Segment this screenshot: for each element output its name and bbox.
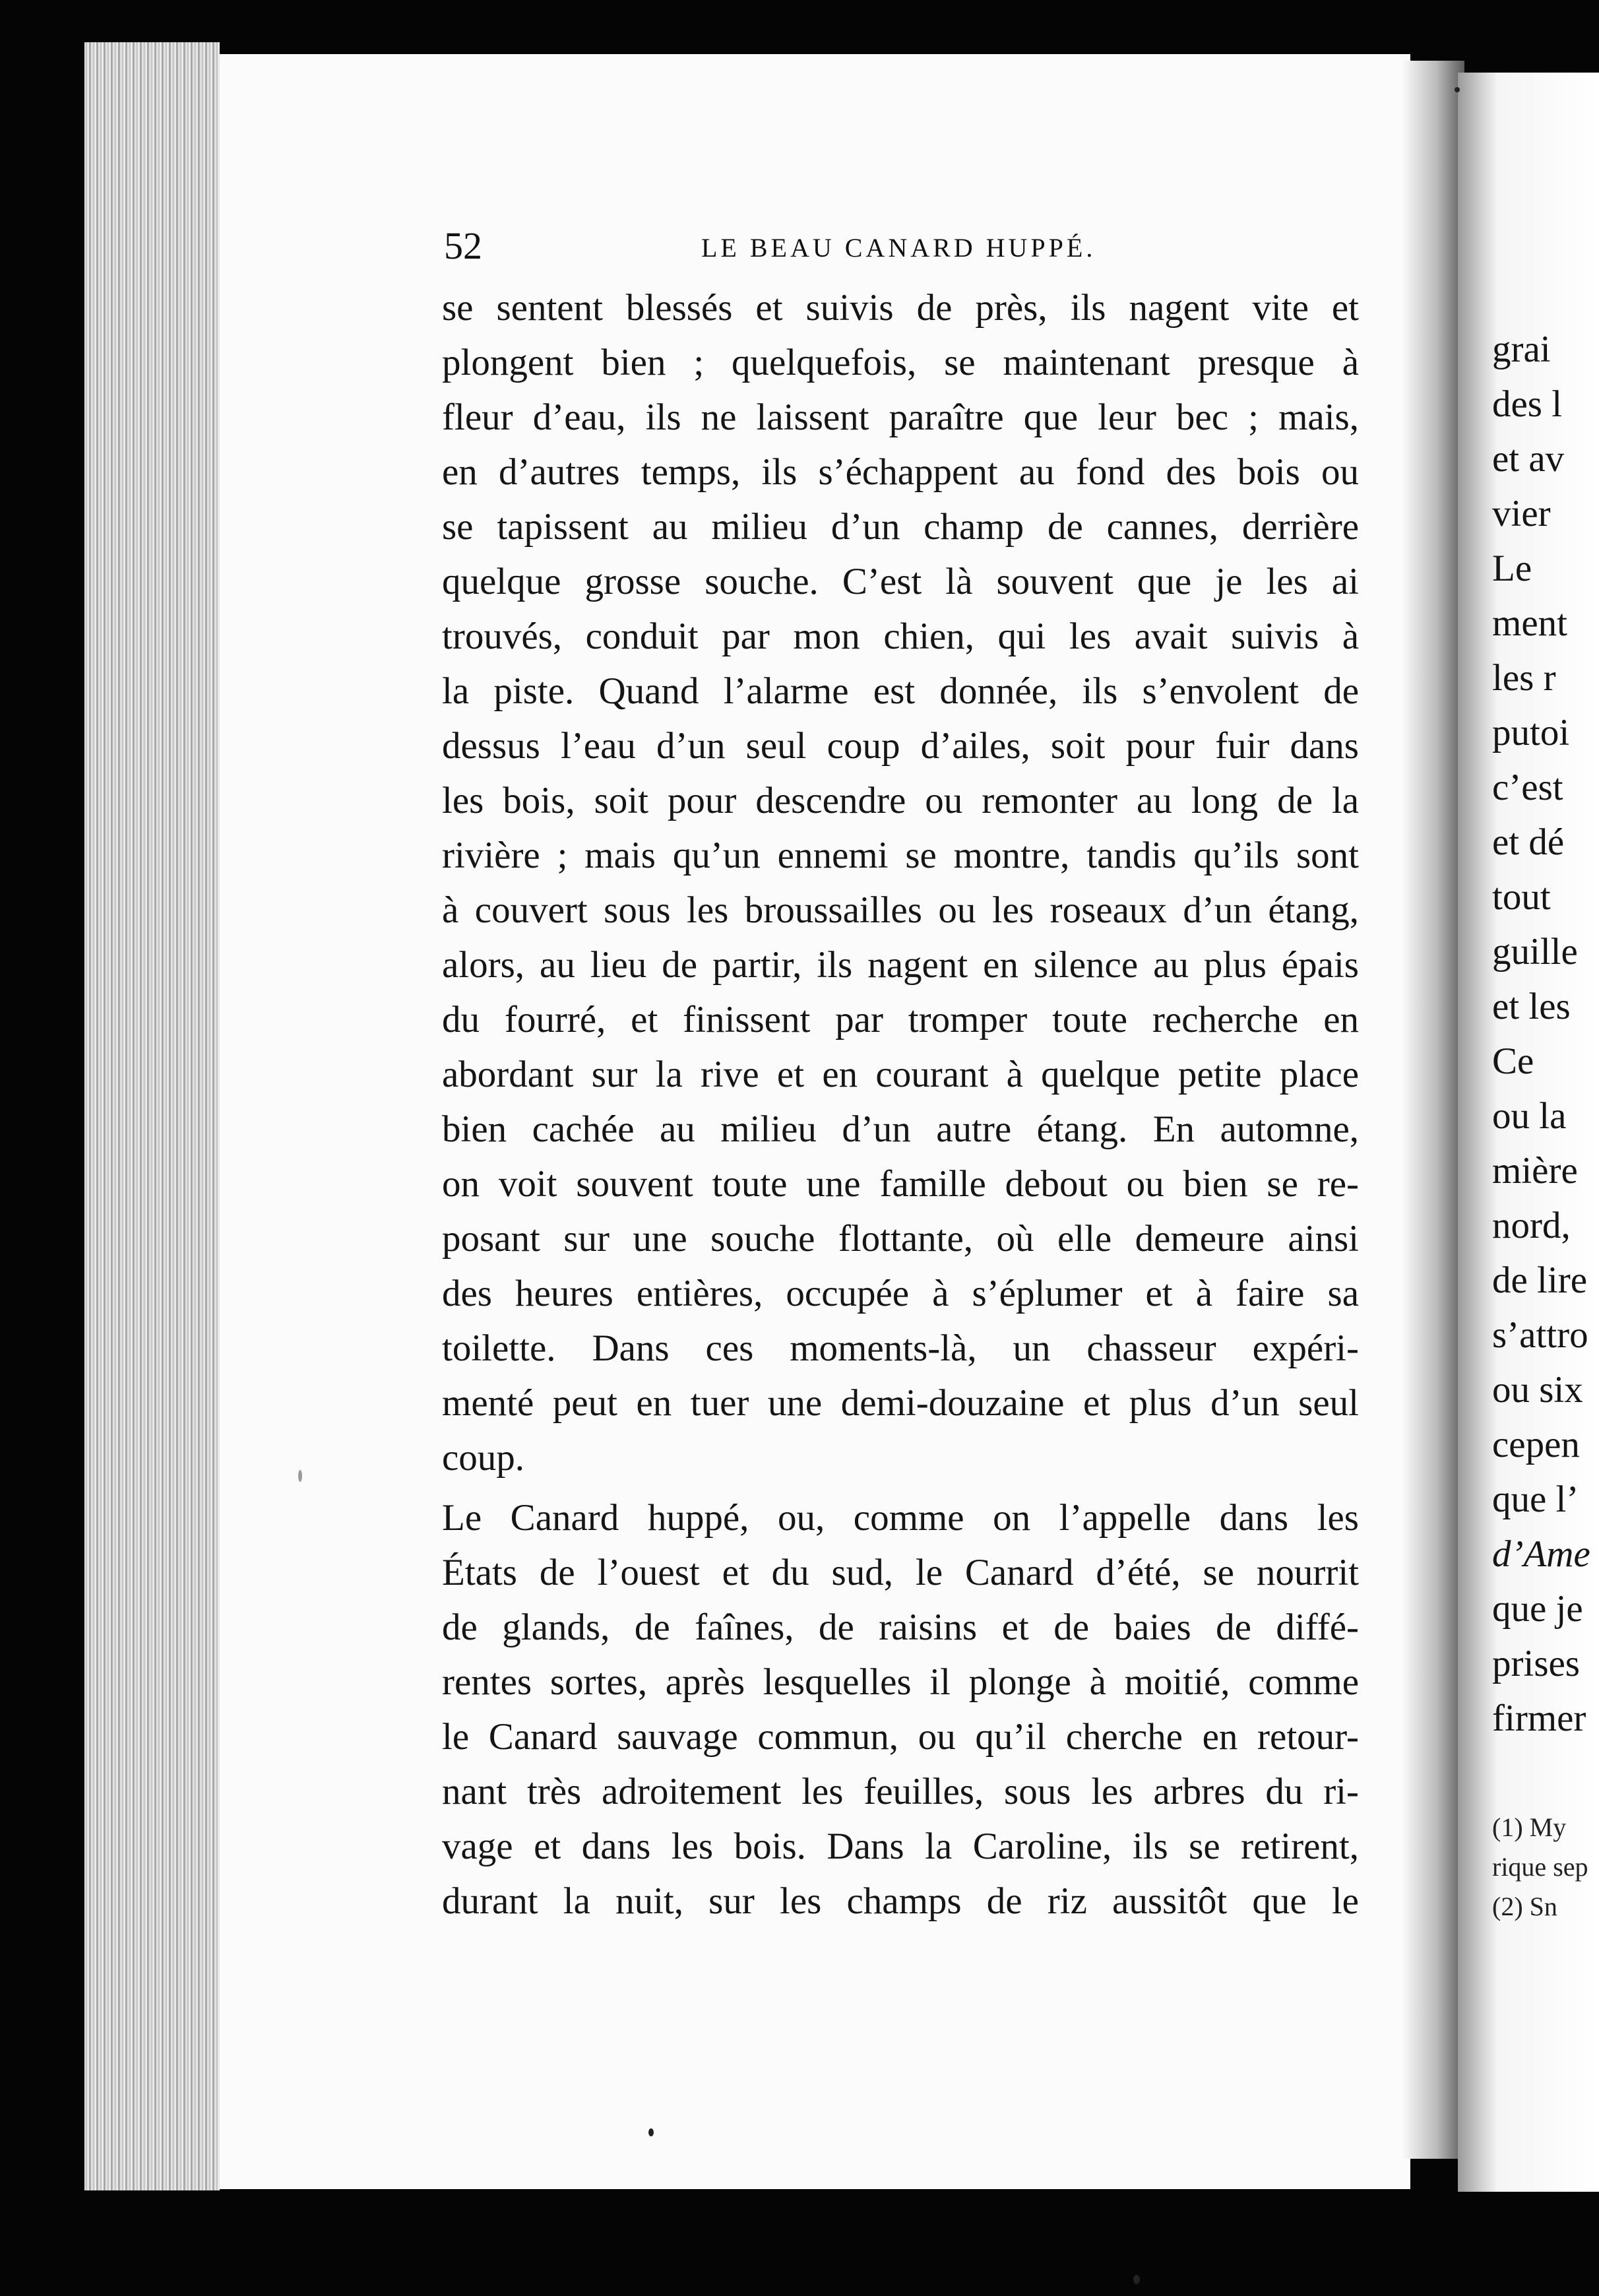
next-page-line: vier [1492,493,1551,534]
text-line: États de l’ouest et du sud, le Canard d’été, se nourrit [442,1552,1359,1593]
text-line: fleur d’eau, ils ne laissent paraître que leur bec ; mais, [442,397,1359,438]
ink-speck [1455,87,1460,92]
next-page-line: tout [1492,876,1551,918]
text-line: toilette. Dans ces moments-là, un chasseur expéri- [442,1327,1359,1369]
text-line: posant sur une souche flottante, où elle demeure ainsi [442,1218,1359,1260]
next-page-line: ou la [1492,1095,1567,1137]
next-page-line: s’attro [1492,1314,1588,1356]
next-page-line: que je [1492,1588,1583,1630]
running-head [444,223,1351,269]
footnote-line: (2) Sn [1492,1892,1557,1921]
next-page-line: guille [1492,931,1578,973]
text-line: rivière ; mais qu’un ennemi se montre, tandis qu’ils sont [442,835,1359,876]
text-line: quelque grosse souche. C’est là souvent que je les ai [442,561,1359,602]
text-line: se sentent blessés et suivis de près, ils nagent vite et [442,287,1359,329]
next-page-line: ment [1492,602,1567,644]
text-line: plongent bien ; quelquefois, se maintenant presque à [442,342,1359,383]
next-page-line: des l [1492,383,1563,425]
next-page-line: les r [1492,657,1556,699]
next-page-line: putoi [1492,712,1570,753]
next-page-line: firmer [1492,1698,1586,1739]
next-page-line: mière [1492,1150,1578,1192]
next-page-line: et dé [1492,821,1565,863]
running-title: LE BEAU CANARD HUPPÉ. [701,233,1096,263]
body-text [442,280,1359,1929]
next-page-line: cepen [1492,1424,1580,1465]
text-line: rentes sortes, après lesquelles il plonge à moitié, comme [442,1661,1359,1703]
text-line: des heures entières, occupée à s’éplumer et à faire sa [442,1273,1359,1314]
text-line: nant très adroitement les feuilles, sous les arbres du ri- [442,1771,1359,1812]
next-page-line: et av [1492,438,1565,480]
text-line: alors, au lieu de partir, ils nagent en silence au plus épais [442,944,1359,986]
text-line: se tapissent au milieu d’un champ de cannes, derrière [442,506,1359,548]
next-page-line: de lire [1492,1260,1588,1301]
footnote-line: (1) My [1492,1812,1567,1842]
text-line: de glands, de faînes, de raisins et de baies de diffé- [442,1607,1359,1648]
footnote-line: rique sep [1492,1852,1588,1882]
next-page-line: grai [1492,329,1551,370]
next-page-line: prises [1492,1643,1580,1684]
next-page-line: ou six [1492,1369,1583,1411]
next-page-line: que l’ [1492,1479,1579,1520]
text-line: à couvert sous les broussailles ou les roseaux d’un étang, [442,889,1359,931]
text-line: bien cachée au milieu d’un autre étang. En automne, [442,1108,1359,1150]
text-line: les bois, soit pour descendre ou remonter au long de la [442,780,1359,821]
text-line: du fourré, et finissent par tromper toute recherche en [442,999,1359,1040]
next-page-footnotes [1492,1808,1599,1927]
next-page-line: Ce [1492,1040,1534,1082]
text-line: menté peut en tuer une demi-douzaine et plus d’un seul [442,1382,1359,1424]
text-line: en d’autres temps, ils s’échappent au fond des bois ou [442,451,1359,493]
text-line: trouvés, conduit par mon chien, qui les avait suivis à [442,616,1359,657]
gutter-shadow [1402,61,1464,2159]
next-page-line: nord, [1492,1205,1571,1246]
page-edge [84,42,220,2190]
next-page-line: Le [1492,548,1532,589]
next-page-line: et les [1492,986,1571,1027]
ink-speck [1133,2275,1140,2284]
text-line: coup. [442,1437,525,1479]
next-page-text [1492,322,1599,1746]
text-line: Le Canard huppé, ou, comme on l’appelle dans les [442,1497,1359,1539]
text-line: on voit souvent toute une famille debout ou bien se re- [442,1163,1359,1205]
text-line: dessus l’eau d’un seul coup d’ailes, soit pour fuir dans [442,725,1359,767]
ink-speck [648,2128,654,2136]
text-line: le Canard sauvage commun, ou qu’il cherche en retour- [442,1716,1359,1758]
next-page-line: d’Ame [1492,1533,1590,1575]
text-line: la piste. Quand l’alarme est donnée, ils s’envolent de [442,670,1359,712]
page-number: 52 [444,224,482,267]
next-page-line: c’est [1492,767,1563,808]
ink-speck [298,1470,302,1482]
text-line: durant la nuit, sur les champs de riz aussitôt que le [442,1880,1359,1922]
text-line: vage et dans les bois. Dans la Caroline, ils se retirent, [442,1826,1359,1867]
text-line: abordant sur la rive et en courant à quelque petite place [442,1054,1359,1095]
